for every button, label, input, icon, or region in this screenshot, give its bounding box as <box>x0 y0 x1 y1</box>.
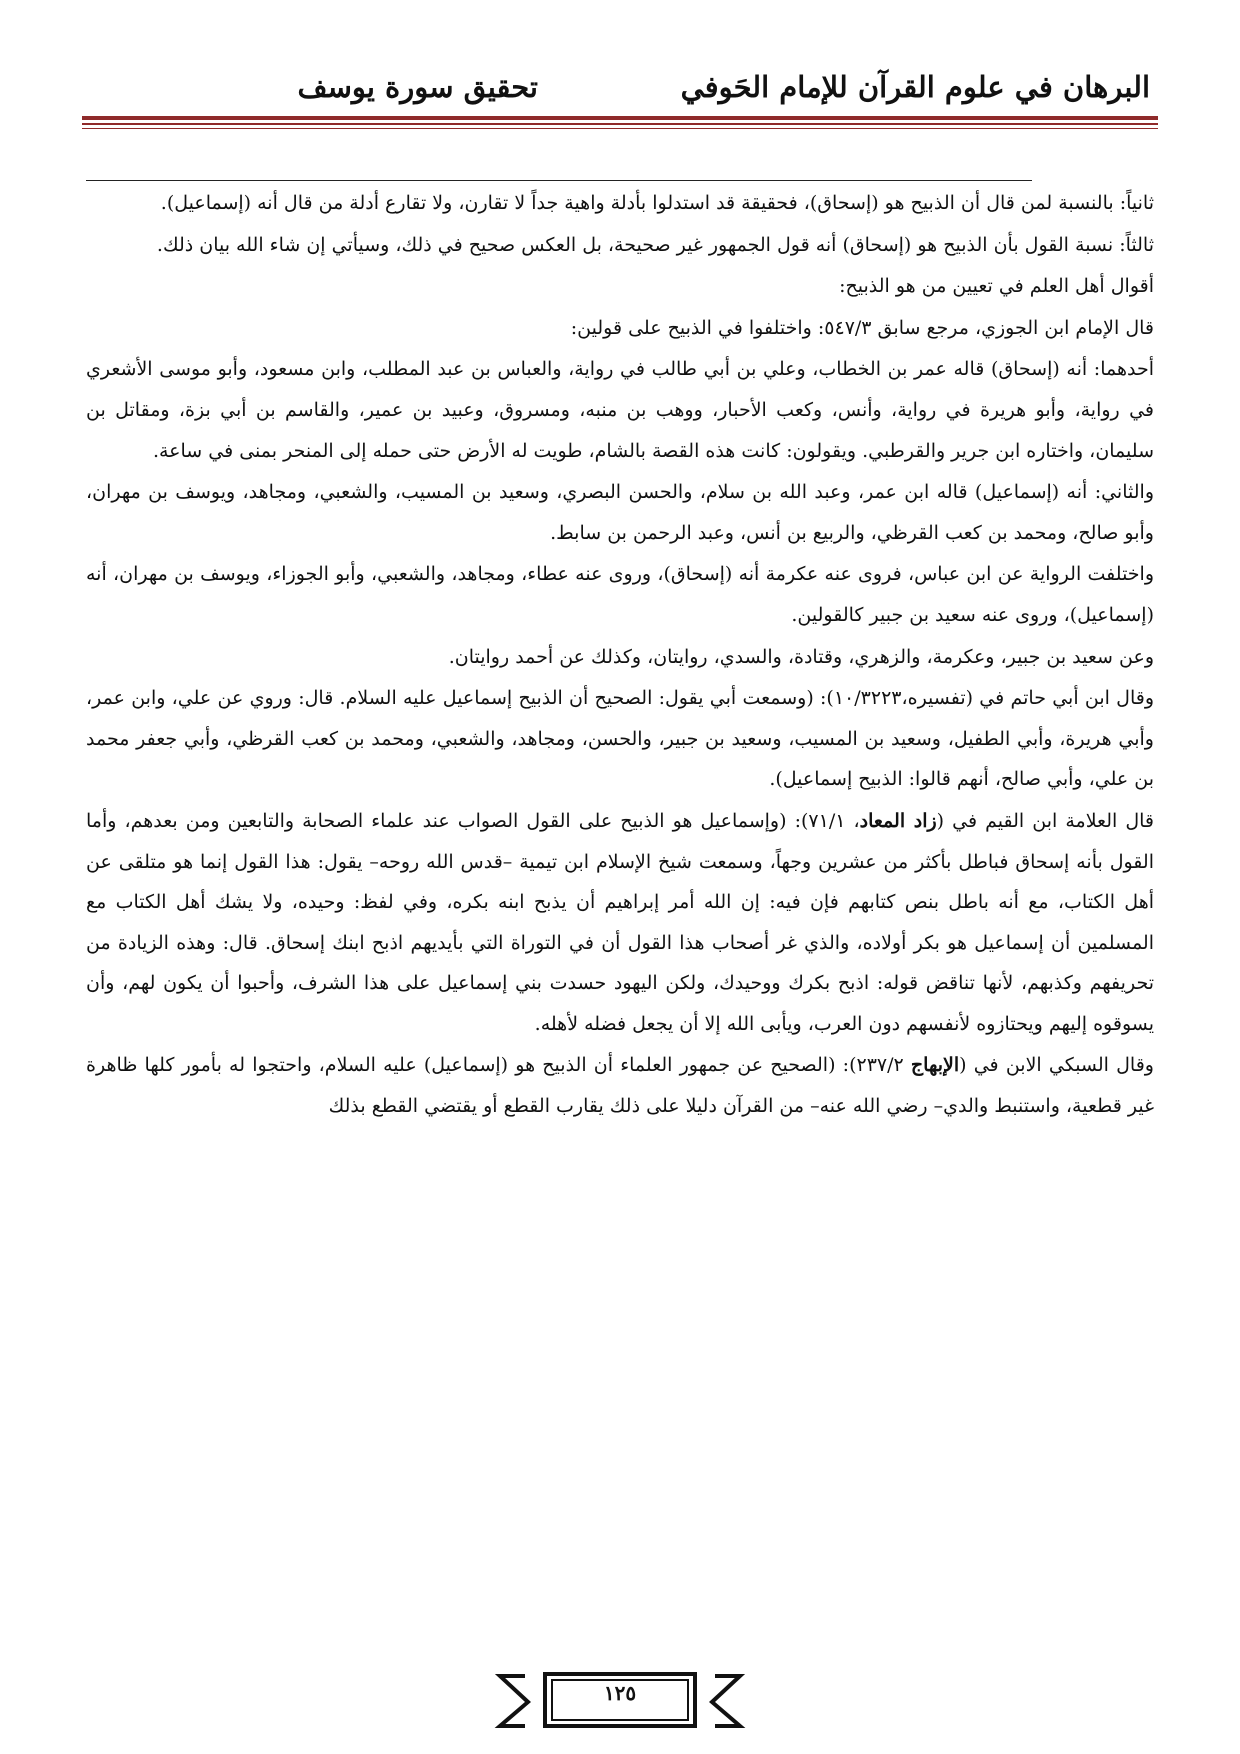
paragraph: وقال ابن أبي حاتم في (تفسيره،١٠/٣٢٢٣): (وسمعت أبي يقول: الصحيح أن الذبيح إسماعيل عليه السلام. قال: وروي عن علي، وابن عمر، وأبي هريرة، وأبي الطفيل، وسعيد بن المسيب، وسعيد بن جبير، والحسن، ومجاهد، والشعبي، ومحمد بن كعب القرظي، وأبي جعفر محمد بن علي، وأبي صالح، أنهم قالوا: الذبيح إسماعيل). <box>86 687 1155 791</box>
paragraph: واختلفت الرواية عن ابن عباس، فروى عنه عكرمة أنه (إسحاق)، وروى عنه عطاء، ومجاهد، والشعبي، وأبو الجوزاء، ويوسف بن مهران، أنه (إسماعيل)، وروى عنه سعيد بن جبير كالقولين. <box>86 563 1154 626</box>
right-ornament-bracket <box>712 1676 740 1726</box>
left-ornament-bracket <box>500 1676 528 1726</box>
paragraph: ثالثاً: نسبة القول بأن الذبيح هو (إسحاق) أنه قول الجمهور غير صحيحة، بل العكس صحيح في ذلك، وسيأتي إن شاء الله بيان ذلك. <box>156 233 1154 256</box>
page-number: ١٢٥ <box>603 1681 637 1705</box>
header-rule-thick <box>82 116 1158 120</box>
citation-text: ٢٣٧/٢): (الصحيح عن جمهور العلماء أن الذبيح هو (إسماعيل) عليه السلام، واحتجوا له بأمور كلها ظاهرة غير قطعية، واستنبط والدي– رضي الله عنه– من القرآن دليلا على ذلك يقارب القطع أو يقتضي القطع بذلك <box>86 1054 1154 1118</box>
paragraph-zad-almaad <box>86 801 1154 1045</box>
paragraph-ibhaj <box>86 1045 1154 1126</box>
paragraph: ثانياً: بالنسبة لمن قال أن الذبيح هو (إسحاق)، فحقيقة قد استدلوا بأدلة واهية جداً لا تقارن، ولا تقارع أدلة من قال أنه (إسماعيل). <box>160 192 1154 214</box>
footnote-separator <box>86 180 1032 181</box>
book-title: البرهان في علوم القرآن للإمام الحَوفي <box>680 70 1150 104</box>
citation-prefix: قال العلامة ابن القيم في ( <box>936 809 1155 832</box>
citation-text: ، ٧١/١): (وإسماعيل هو الذبيح على القول الصواب عند علماء الصحابة والتابعين ومن بعدهم، وأما القول بأنه إسحاق فباطل بأكثر من عشرين وجهاً، وسمعت شيخ الإسلام ابن تيمية –قدس الله روحه– يقول: هذا القول إنما هو متلقى عن أهل الكتاب، مع أنه باطل بنص كتابهم فإن فيه: إن الله أمر إبراهيم أن يذبح ابنه بكره، وفي لفظ: وحيده، ولا يشك أهل الكتاب مع المسلمين أن إسماعيل هو بكر أولاده، والذي غر أصحاب هذا القول أن في التوراة التي بأيديهم اذبح ابنك إسحاق. قال: وهذه الزيادة من تحريفهم وكذبهم، لأنها تناقض قوله: اذبح بكرك ووحيدك، ولكن اليهود حسدت بني إسماعيل على هذا الشرف، وأحبوا أن يكون لهم، وأن يسوقوه إليهم ويحتازوه لأنفسهم دون العرب، ويأبى الله إلا أن يجعل فضله لأهله. <box>86 809 1154 1035</box>
paragraph: أحدهما: أنه (إسحاق) قاله عمر بن الخطاب، وعلي بن أبي طالب في رواية، والعباس بن عبد المطلب، وابن مسعود، وأبو موسى الأشعري في رواية، وأبو هريرة في رواية، وأنس، وكعب الأحبار، ووهب بن منبه، ومسروق، وعبيد بن عمير، والقاسم بن أبي بزة، ومقاتل بن سليمان، واختاره ابن جرير والقرطبي. ويقولون: كانت هذه القصة بالشام، طويت له الأرض حتى حمله إلى المنحر بمنى في ساعة. <box>86 358 1154 462</box>
citation-prefix: وقال السبكي الابن في ( <box>959 1054 1154 1077</box>
page-body <box>86 183 1154 1128</box>
paragraph: قال الإمام ابن الجوزي، مرجع سابق ٥٤٧/٣: واختلفوا في الذبيح على قولين: <box>570 316 1154 339</box>
book-reference: الإبهاج <box>910 1054 960 1077</box>
section-heading: أقوال أهل العلم في تعيين من هو الذبيح: <box>839 275 1154 298</box>
paragraph: والثاني: أنه (إسماعيل) قاله ابن عمر، وعبد الله بن سلام، والحسن البصري، وسعيد بن المسيب، والشعبي، ومجاهد، ويوسف بن مهران، وأبو صالح، ومحمد بن كعب القرظي، والربيع بن أنس، وعبد الرحمن بن سابط. <box>86 481 1154 544</box>
paragraph: وعن سعيد بن جبير، وعكرمة، والزهري، وقتادة، والسدي، روايتان، وكذلك عن أحمد روايتان. <box>448 645 1154 668</box>
running-header <box>90 70 1150 110</box>
book-reference: زاد المعاد <box>859 809 937 832</box>
header-rule-thin <box>82 128 1158 129</box>
header-rule-middle <box>82 123 1158 125</box>
chapter-title: تحقيق سورة يوسف <box>297 70 538 104</box>
